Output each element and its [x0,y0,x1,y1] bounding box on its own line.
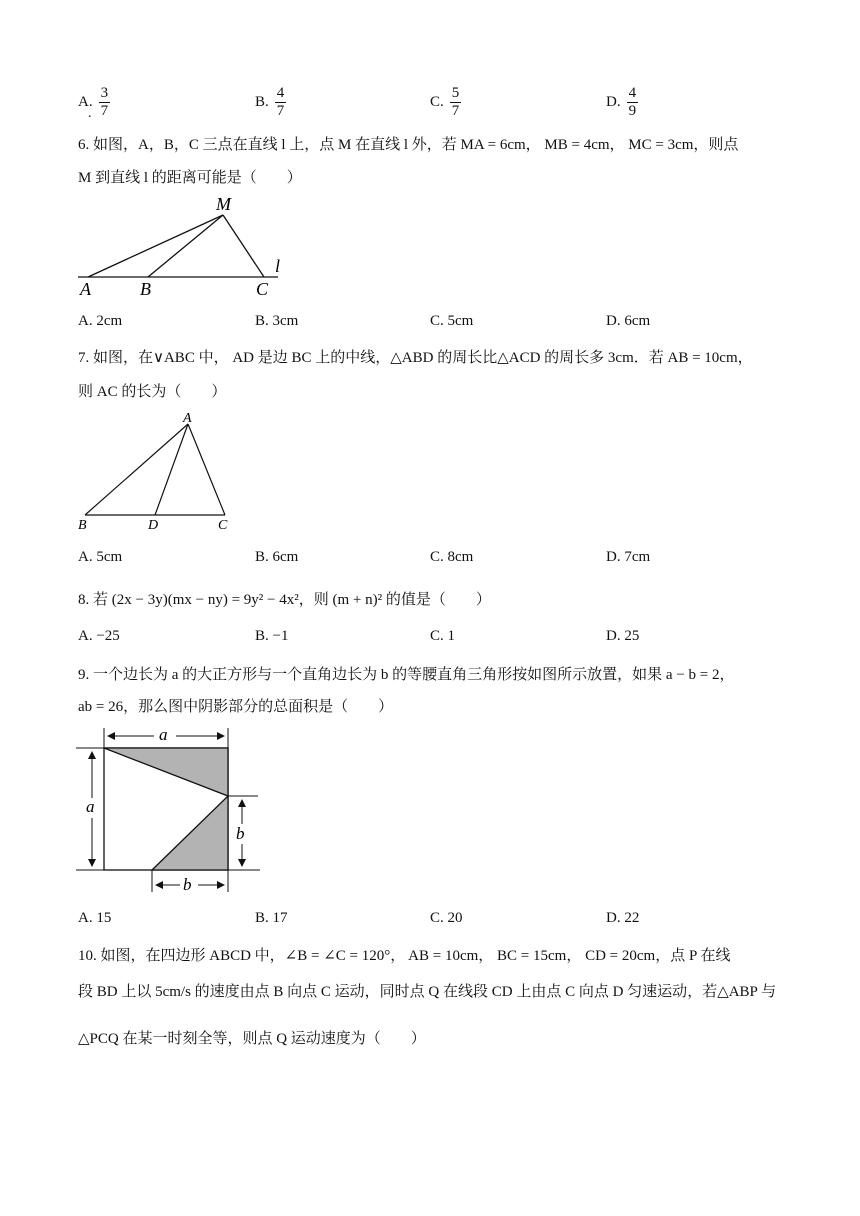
segment-mc [223,215,264,277]
q8-option-b: B. −1 [255,628,289,644]
label-m: M [216,194,231,214]
label-b: B [140,279,151,299]
label-c: C [256,279,269,299]
segment-ad [155,424,188,515]
q10-stem-line3: △PCQ 在某一时刻全等，则点 Q 运动速度为（ ） [78,1031,426,1047]
q5-option-b: B. $\frac{4}{7}$ [255,84,285,119]
label-b: B [78,518,87,533]
segment-mb [148,215,223,277]
q7-option-b: B. 6cm [255,549,299,565]
q9-figure [70,720,270,900]
label-a-left: a [86,797,95,816]
q8-option-d: D. 25 [606,628,640,644]
q5-option-a: A. $\frac{3}{7}$ [78,84,109,119]
q6-option-a: A. 2cm [78,313,123,329]
q6-option-c: C. 5cm [430,313,474,329]
q9-option-a: A. 15 [78,910,112,926]
q7-option-c: C. 8cm [430,549,474,565]
q8-stem-line1: 8. 若 (2x − 3y)(mx − ny) = 9y² − 4x²，则 (m + n)² 的值是（ ） [78,592,491,608]
fraction: $\frac{3}{7}$ [100,84,109,119]
label-d: D [148,518,159,533]
fraction: $\frac{4}{9}$ [628,84,637,119]
label-b-bottom: b [183,875,192,894]
label-a: A [80,279,91,299]
q9-stem-line1: 9. 一个边长为 a 的大正方形与一个直角边长为 b 的等腰直角三角形按如图所示放置，如果 a − b = 2， [78,667,735,683]
q9-option-c: C. 20 [430,910,463,926]
label-a: A [183,411,192,426]
q9-option-d: D. 22 [606,910,640,926]
q5-options [0,82,860,122]
q9-option-b: B. 17 [255,910,288,926]
label-a-top: a [159,725,168,744]
segment-ac [188,424,225,515]
q8-option-c: C. 1 [430,628,456,644]
q7-figure [72,408,242,534]
q7-option-a: A. 5cm [78,549,123,565]
label-l: l [275,256,281,276]
q7-stem-line1: 7. 如图，在∨ABC 中， AD 是边 BC 上的中线，△ABD 的周长比△ACD 的周长多 3cm．若 AB = 10cm， [78,350,753,366]
fraction: $\frac{5}{7}$ [451,84,460,119]
q10-stem-line1: 10. 如图，在四边形 ABCD 中，∠B = ∠C = 120°， AB = 10cm， BC = 15cm， CD = 20cm，点 P 在线 [78,948,731,964]
q5-option-d: D. $\frac{4}{9}$ [606,84,637,119]
q6-stem-line2: M 到直线 l 的距离可能是（ ） [78,170,302,186]
label-c: C [218,518,228,533]
q6-option-b: B. 3cm [255,313,299,329]
q6-stem-line1: 6. 如图，A，B，C 三点在直线 l 上，点 M 在直线 l 外，若 MA = 6cm， MB = 4cm， MC = 3cm，则点 [78,137,739,153]
q5-option-c: C. $\frac{5}{7}$ [430,84,460,119]
q6-option-d: D. 6cm [606,313,651,329]
q10-stem-line2: 段 BD 上以 5cm/s 的速度由点 B 向点 C 运动，同时点 Q 在线段 CD 上由点 C 向点 D 匀速运动，若△ABP 与 [78,984,777,1000]
stray-dot: . [88,106,92,121]
segment-ab [85,424,188,515]
q7-stem-line2: 则 AC 的长为（ ） [78,384,227,400]
q9-stem-line2: ab = 26，那么图中阴影部分的总面积是（ ） [78,699,394,715]
q8-option-a: A. −25 [78,628,120,644]
label-b-right: b [236,824,245,843]
q6-figure [70,192,300,300]
q7-option-d: D. 7cm [606,549,651,565]
fraction: $\frac{4}{7}$ [276,84,285,119]
segment-ma [88,215,223,277]
